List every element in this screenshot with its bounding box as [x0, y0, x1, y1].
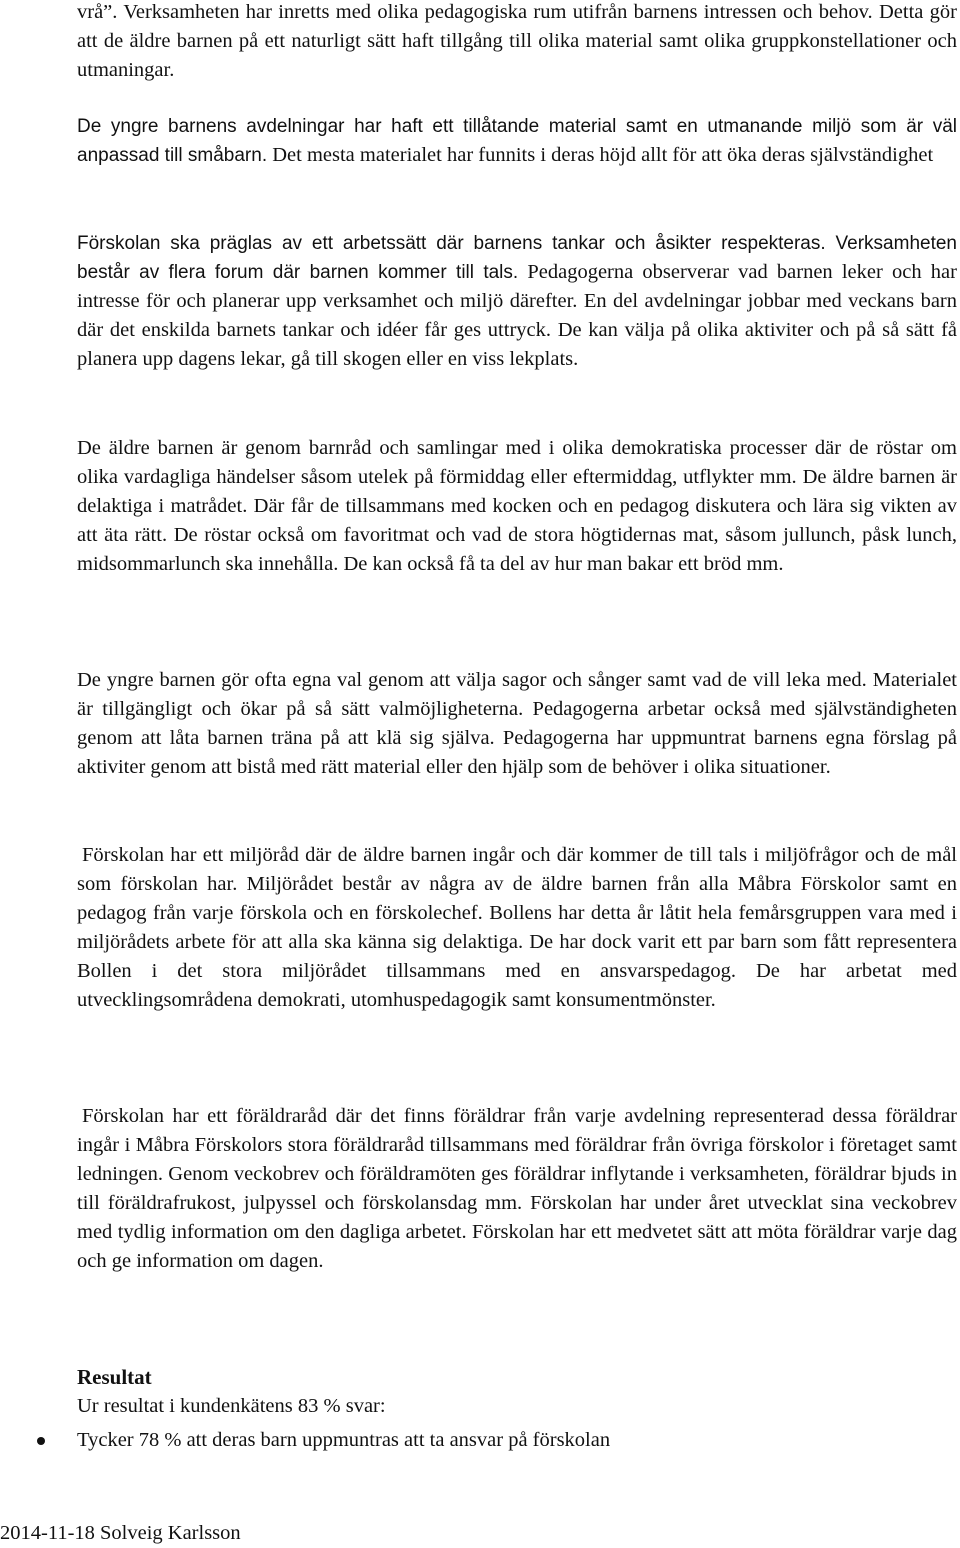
paragraph-preschool-values — [77, 229, 957, 374]
paragraph-pedagogues-text: Pedagogerna observerar vad barnen leker och har intresse för och planerar upp verksamhet och miljö därefter. En del avdelningar jobbar med veckans barn där det enskilda barnets tankar och idéer får ges uttryck. De kan välja på olika aktiviter och på så sätt få planera upp dagens lekar, gå till skogen eller en viss lekplats. — [77, 261, 957, 370]
paragraph-older-children-democracy: De äldre barnen är genom barnråd och samlingar med i olika demokratiska processer där de röstar om olika vardagliga händelser såsom utelek på förmiddag eller eftermiddag, utflykter mm. De äldre barnen är delaktiga i matrådet. Där får de tillsammans med kocken och en pedagog diskutera och lära sig vikten av att äta rätt. De röstar också om favoritmat och vad de stora högtidernas mat, såsom jullunch, påsk lunch, midsommarlunch ska innehålla. De kan också få ta del av hur man bakar ett bröd mm. — [77, 437, 957, 575]
section-heading-resultat: Resultat — [77, 1365, 152, 1389]
paragraph-parent-council: Förskolan har ett föräldraråd där det finns föräldrar från varje avdelning representerad dessa föräldrar ingår i Måbra Förskolors stora föräldraråd tillsammans med föräldrar från övriga förskolor i företaget samt ledningen. Genom veckobrev och föräldramöten ges föräldrar inflytande i verksamheten, föräldrar bjuds in till föräldrafrukost, julpyssel och förskolansdag mm. Förskolan har under året utvecklat sina veckobrev med tydlig information om den dagliga arbetet. Förskolan har ett medvetet sätt att möta föräldrar varje dag och ge information om dagen. — [77, 1105, 957, 1272]
paragraph-material-height-text: Det mesta materialet har funnits i deras höjd allt för att öka deras självständighet — [267, 144, 934, 166]
paragraph-rooms: vrå”. Verksamheten har inretts med olika pedagogiska rum utifrån barnens intressen och behov. Detta gör att de äldre barnen på ett naturligt sätt haft tillgång till olika material samt olika gruppkonstellationer och utmaningar. — [77, 1, 957, 81]
paragraph-younger-children-text: De yngre barnens avdelningar har haft ett tillåtande material samt en utmanande miljö som är väl anpassad till småbarn. — [77, 116, 957, 166]
bullet-icon — [37, 1437, 45, 1445]
bullet-item-text: Tycker 78 % att deras barn uppmuntras att ta ansvar på förskolan — [77, 1429, 611, 1451]
paragraph-values-sans-text: Förskolan ska präglas av ett arbetssätt där barnens tankar och åsikter respekteras. Verksamheten består av flera forum där barnen kommer till tals. — [77, 233, 957, 283]
paragraph-younger-children-choices: De yngre barnen gör ofta egna val genom att välja sagor och sånger samt vad de vill leka med. Materialet är tillgängligt och ökar på så sätt valmöjligheterna. Pedagogerna arbetar också med självständigheten genom att låta barnen träna på att klä sig själva. Pedagogerna har uppmuntrat barnens egna förslag på aktiviter genom att bistå med rätt material eller den hjälp som de behöver i olika situationer. — [77, 669, 957, 778]
paragraph-younger-children-environment — [77, 112, 957, 170]
page-footer: 2014-11-18 Solveig Karlsson — [0, 1522, 241, 1544]
result-intro: Ur resultat i kundenkätens 83 % svar: — [77, 1395, 386, 1417]
paragraph-environment-council: Förskolan har ett miljöråd där de äldre barnen ingår och där kommer de till tals i miljöfrågor och de mål som förskolan har. Miljörådet består av några av de äldre barnen från alla Måbra Förskolor samt en pedagog från varje förskola och en förskolechef. Bollens har detta år låtit hela femårsgruppen vara med i miljörådets arbete för att alla ska känna sig delaktiga. De har dock varit ett par barn som fått representera Bollen i det stora miljörådet tillsammans med en ansvarspedagog. De har arbetat med utvecklingsområdena demokrati, utomhuspedagogik samt konsumentmönster. — [77, 844, 957, 1011]
